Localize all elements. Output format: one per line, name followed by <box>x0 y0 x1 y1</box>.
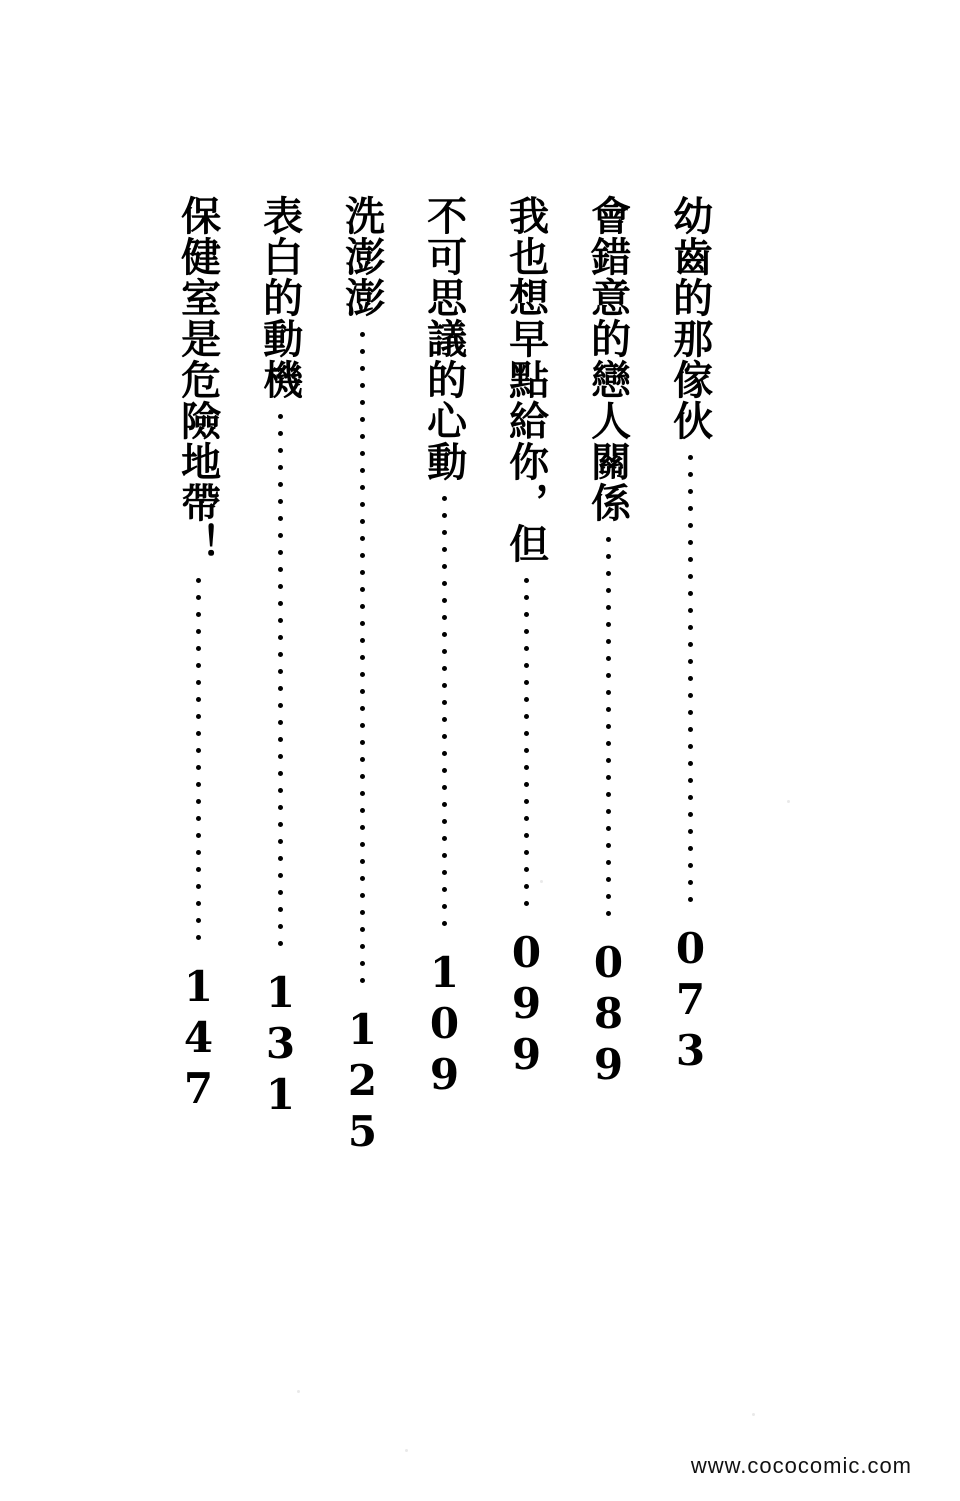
leader-dots <box>523 578 529 918</box>
paper-speck <box>752 1413 755 1416</box>
leader-dots <box>441 496 447 938</box>
paper-speck <box>297 1390 300 1393</box>
leader-dots <box>605 537 611 928</box>
toc-entry-page: 125 <box>338 1005 388 1158</box>
watermark: www.cococomic.com <box>690 1453 912 1478</box>
leader-dots <box>687 455 693 914</box>
toc-entry[interactable] <box>412 195 476 1101</box>
toc-entry-page: 089 <box>584 938 634 1091</box>
toc-entry-title: 不可思議的心動 <box>420 195 468 482</box>
paper-speck <box>787 800 790 803</box>
leader-dots <box>277 414 283 958</box>
toc-entry-title: 會錯意的戀人關係 <box>584 195 632 523</box>
toc-entry-title: 我也想早點給你，但 <box>502 195 550 564</box>
toc-entry-title: 幼齒的那傢伙 <box>666 195 714 441</box>
toc-entry[interactable] <box>330 195 394 1158</box>
toc-entry[interactable] <box>248 195 312 1121</box>
toc-entry-title: 洗澎澎 <box>338 195 386 318</box>
toc-entry[interactable] <box>658 195 722 1077</box>
toc-entry-title: 表白的動機 <box>256 195 304 400</box>
toc-entry[interactable] <box>166 195 230 1115</box>
leader-dots <box>195 578 201 952</box>
toc-entry[interactable] <box>576 195 640 1091</box>
toc-entry-page: 131 <box>256 968 306 1121</box>
toc-entry-page: 147 <box>174 962 224 1115</box>
toc-entry[interactable] <box>494 195 558 1081</box>
paper-speck <box>405 1449 408 1452</box>
paper-speck <box>540 880 543 883</box>
leader-dots <box>359 332 365 995</box>
toc-entry-title: 保健室是危險地帶！ <box>174 195 222 564</box>
toc-entry-page: 073 <box>666 924 716 1077</box>
toc-entry-page: 099 <box>502 928 552 1081</box>
toc-entry-page: 109 <box>420 948 470 1101</box>
